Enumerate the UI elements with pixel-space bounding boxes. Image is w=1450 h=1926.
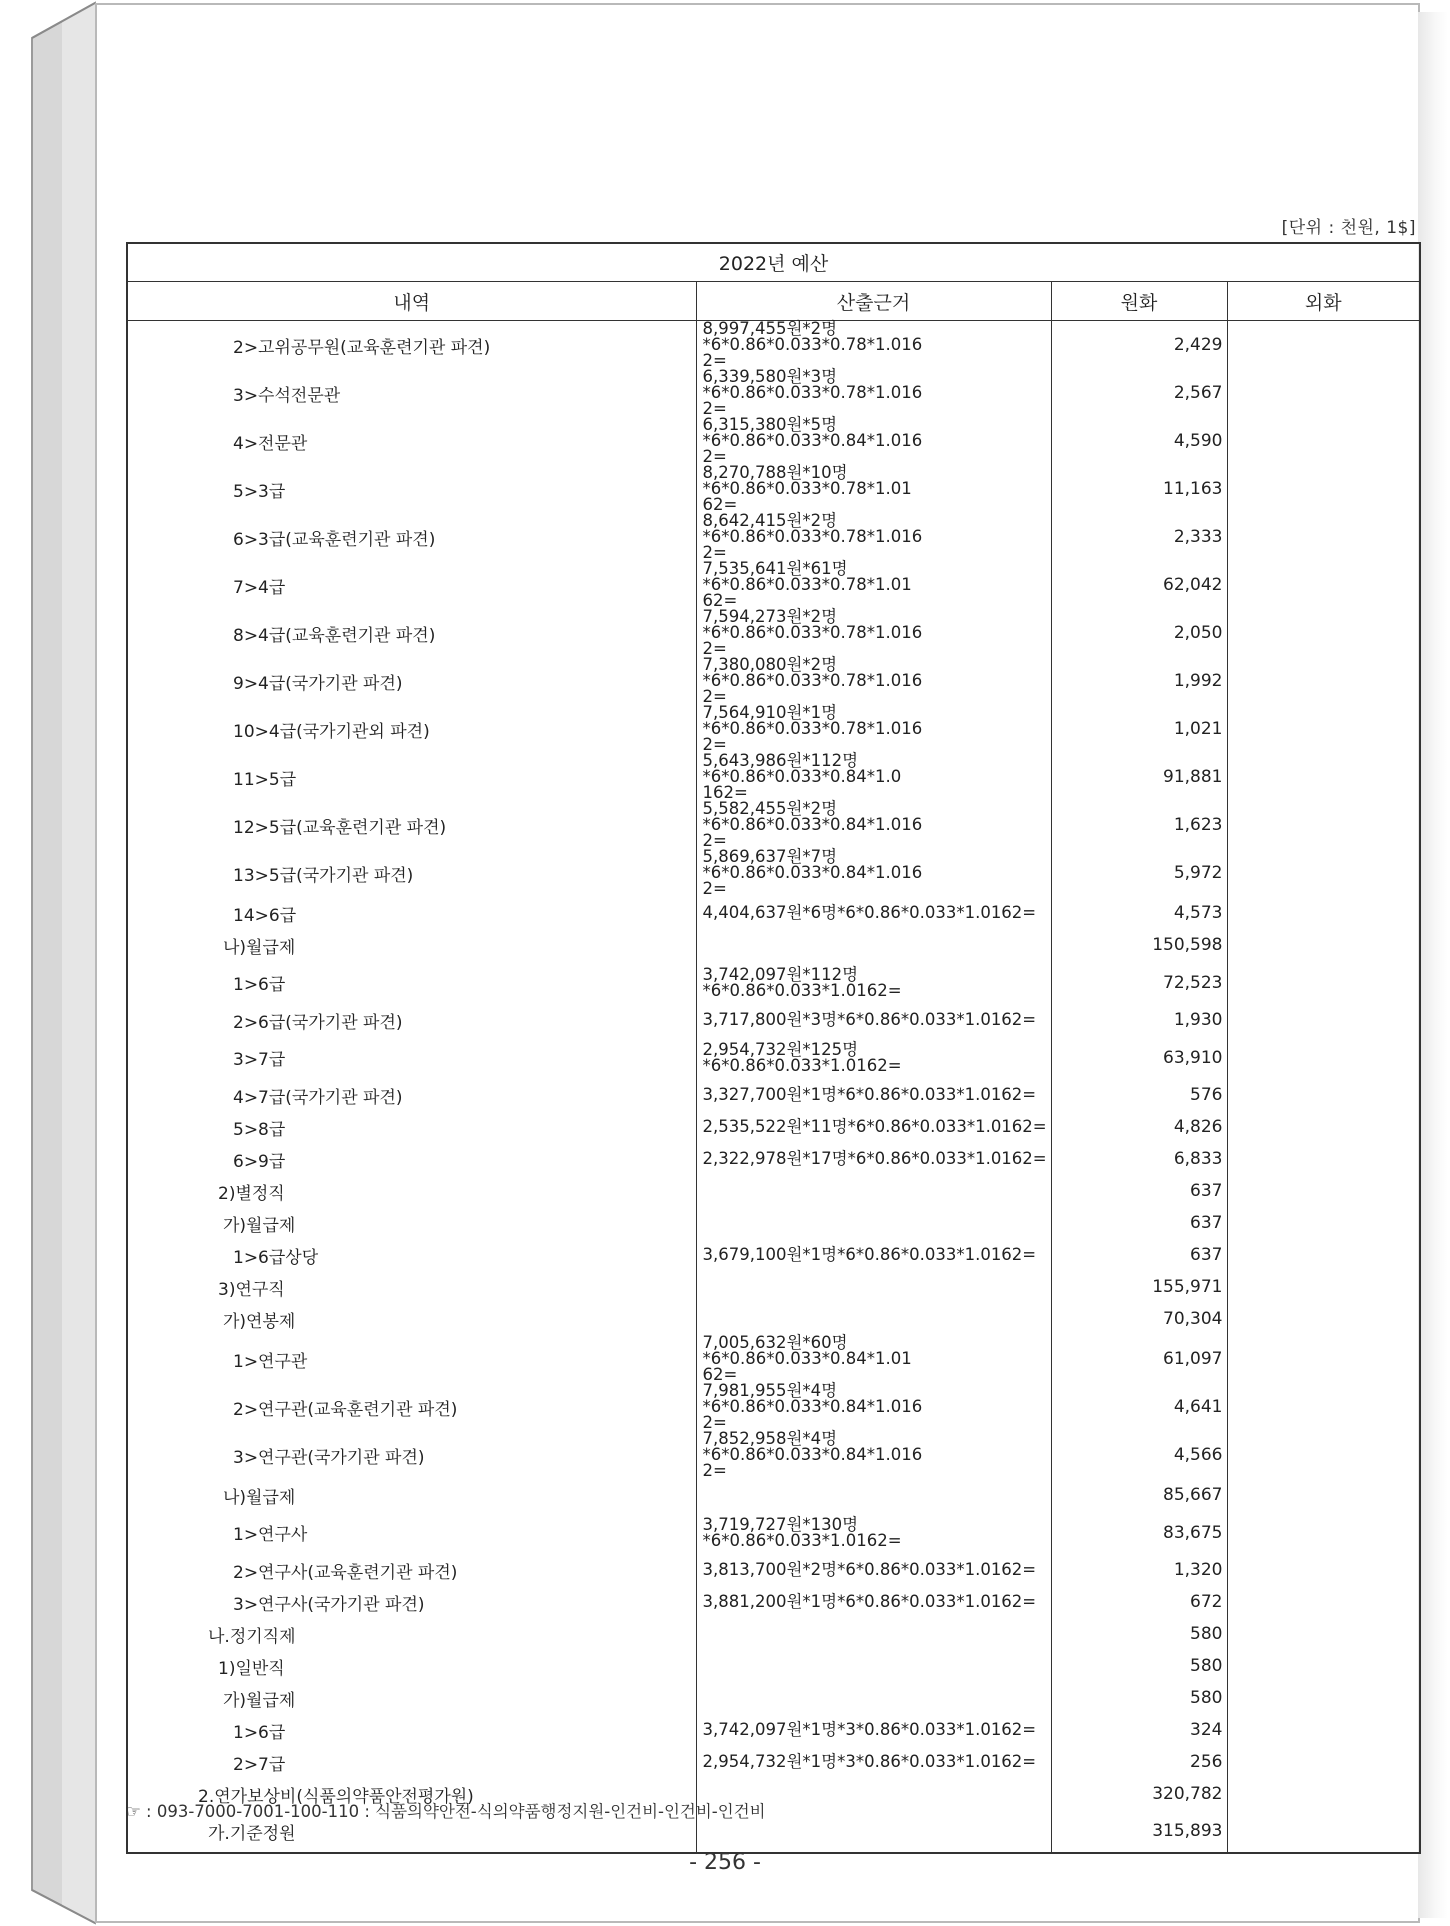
row-fx xyxy=(1227,1682,1420,1714)
row-fx xyxy=(1227,929,1420,961)
row-item: 11>5급 xyxy=(127,753,696,801)
row-fx xyxy=(1227,1383,1420,1431)
row-fx xyxy=(1227,1303,1420,1335)
row-item: 9>4급(국가기관 파견) xyxy=(127,657,696,705)
table-row xyxy=(127,1586,1420,1618)
row-fx xyxy=(1227,321,1420,370)
row-basis: 8,997,455원*2명*6*0.86*0.033*0.78*1.016 2= xyxy=(696,321,1051,370)
row-item: 1>연구관 xyxy=(127,1335,696,1383)
row-krw: 83,675 xyxy=(1051,1511,1227,1554)
table-row xyxy=(127,1143,1420,1175)
row-basis xyxy=(696,1175,1051,1207)
row-fx xyxy=(1227,1479,1420,1511)
row-basis xyxy=(696,1618,1051,1650)
row-fx xyxy=(1227,609,1420,657)
row-krw: 61,097 xyxy=(1051,1335,1227,1383)
row-fx xyxy=(1227,561,1420,609)
row-fx xyxy=(1227,513,1420,561)
row-item: 2>7급 xyxy=(127,1746,696,1778)
row-krw: 2,567 xyxy=(1051,369,1227,417)
row-krw: 637 xyxy=(1051,1239,1227,1271)
row-item: 4>7급(국가기관 파견) xyxy=(127,1079,696,1111)
row-krw: 315,893 xyxy=(1051,1810,1227,1853)
row-fx xyxy=(1227,1207,1420,1239)
row-item: 2.연가보상비(식품의약품안전평가원) xyxy=(127,1778,696,1810)
table-row xyxy=(127,1511,1420,1554)
row-fx xyxy=(1227,1143,1420,1175)
table-row xyxy=(127,1431,1420,1479)
row-item: 3>연구사(국가기관 파견) xyxy=(127,1586,696,1618)
row-fx xyxy=(1227,1810,1420,1853)
column-header-item: 내역 xyxy=(127,282,696,321)
table-row xyxy=(127,417,1420,465)
row-krw: 4,566 xyxy=(1051,1431,1227,1479)
row-krw: 5,972 xyxy=(1051,849,1227,897)
row-item: 3>수석전문관 xyxy=(127,369,696,417)
row-fx xyxy=(1227,1714,1420,1746)
row-basis: 3,717,800원*3명*6*0.86*0.033*1.0162= xyxy=(696,1004,1051,1036)
row-fx xyxy=(1227,753,1420,801)
unit-label: [단위 : 천원, 1$] xyxy=(1281,218,1416,238)
row-fx xyxy=(1227,1586,1420,1618)
row-fx xyxy=(1227,849,1420,897)
row-fx xyxy=(1227,1335,1420,1383)
row-krw: 155,971 xyxy=(1051,1271,1227,1303)
row-fx xyxy=(1227,1079,1420,1111)
row-basis: 7,564,910원*1명*6*0.86*0.033*0.78*1.016 2= xyxy=(696,705,1051,753)
row-fx xyxy=(1227,1650,1420,1682)
row-fx xyxy=(1227,897,1420,929)
row-krw: 2,050 xyxy=(1051,609,1227,657)
page-number: - 256 - xyxy=(689,1850,761,1875)
table-row xyxy=(127,1079,1420,1111)
footnote: ☞ : 093-7000-7001-100-110 : 식품의약안전-식의약품행정지원-인건비-인건비-인건비 xyxy=(126,1802,766,1821)
row-krw: 256 xyxy=(1051,1746,1227,1778)
row-item: 8>4급(교육훈련기관 파견) xyxy=(127,609,696,657)
row-item: 1>6급상당 xyxy=(127,1239,696,1271)
row-basis: 2,954,732원*1명*3*0.86*0.033*1.0162= xyxy=(696,1746,1051,1778)
row-krw: 6,833 xyxy=(1051,1143,1227,1175)
table-row xyxy=(127,1036,1420,1079)
row-basis: 3,719,727원*130명*6*0.86*0.033*1.0162= xyxy=(696,1511,1051,1554)
row-item: 3)연구직 xyxy=(127,1271,696,1303)
row-krw: 4,590 xyxy=(1051,417,1227,465)
row-basis: 6,339,580원*3명*6*0.86*0.033*0.78*1.016 2= xyxy=(696,369,1051,417)
table-row xyxy=(127,929,1420,961)
row-fx xyxy=(1227,1511,1420,1554)
row-basis xyxy=(696,1271,1051,1303)
row-basis: 2,322,978원*17명*6*0.86*0.033*1.0162= xyxy=(696,1143,1051,1175)
table-row xyxy=(127,561,1420,609)
row-item: 3>연구관(국가기관 파견) xyxy=(127,1431,696,1479)
row-fx xyxy=(1227,465,1420,513)
row-basis: 3,813,700원*2명*6*0.86*0.033*1.0162= xyxy=(696,1554,1051,1586)
row-item: 가.기준정원 xyxy=(127,1810,696,1853)
table-row xyxy=(127,801,1420,849)
table-row xyxy=(127,369,1420,417)
row-basis: 3,742,097원*1명*3*0.86*0.033*1.0162= xyxy=(696,1714,1051,1746)
table-row xyxy=(127,1335,1420,1383)
row-fx xyxy=(1227,1778,1420,1810)
table-row xyxy=(127,1618,1420,1650)
row-item: 6>3급(교육훈련기관 파견) xyxy=(127,513,696,561)
row-item: 2>연구사(교육훈련기관 파견) xyxy=(127,1554,696,1586)
row-basis: 6,315,380원*5명*6*0.86*0.033*0.84*1.016 2= xyxy=(696,417,1051,465)
row-basis: 7,594,273원*2명*6*0.86*0.033*0.78*1.016 2= xyxy=(696,609,1051,657)
column-header-basis: 산출근거 xyxy=(696,282,1051,321)
row-item: 10>4급(국가기관외 파견) xyxy=(127,705,696,753)
row-basis xyxy=(696,1682,1051,1714)
row-krw: 62,042 xyxy=(1051,561,1227,609)
row-fx xyxy=(1227,1111,1420,1143)
row-fx xyxy=(1227,1271,1420,1303)
row-item: 1>6급 xyxy=(127,961,696,1004)
row-item: 3>7급 xyxy=(127,1036,696,1079)
row-item: 4>전문관 xyxy=(127,417,696,465)
page-shadow xyxy=(1418,12,1448,1918)
row-item: 1>6급 xyxy=(127,1714,696,1746)
row-krw: 1,021 xyxy=(1051,705,1227,753)
row-krw: 4,826 xyxy=(1051,1111,1227,1143)
table-row xyxy=(127,961,1420,1004)
row-krw: 91,881 xyxy=(1051,753,1227,801)
row-basis: 8,642,415원*2명*6*0.86*0.033*0.78*1.016 2= xyxy=(696,513,1051,561)
row-fx xyxy=(1227,961,1420,1004)
year-header: 2022년 예산 xyxy=(127,243,1420,282)
table-row xyxy=(127,609,1420,657)
row-basis xyxy=(696,1303,1051,1335)
row-krw: 324 xyxy=(1051,1714,1227,1746)
row-krw: 576 xyxy=(1051,1079,1227,1111)
row-basis xyxy=(696,1207,1051,1239)
row-basis: 7,380,080원*2명*6*0.86*0.033*0.78*1.016 2= xyxy=(696,657,1051,705)
table-row xyxy=(127,849,1420,897)
row-basis: 2,535,522원*11명*6*0.86*0.033*1.0162= xyxy=(696,1111,1051,1143)
table-row xyxy=(127,1303,1420,1335)
table-row xyxy=(127,1111,1420,1143)
table-row xyxy=(127,753,1420,801)
table-row xyxy=(127,1207,1420,1239)
row-basis: 7,852,958원*4명*6*0.86*0.033*0.84*1.016 2= xyxy=(696,1431,1051,1479)
row-fx xyxy=(1227,1004,1420,1036)
row-basis: 5,643,986원*112명*6*0.86*0.033*0.84*1.0 162= xyxy=(696,753,1051,801)
row-item: 가)월급제 xyxy=(127,1682,696,1714)
row-krw: 72,523 xyxy=(1051,961,1227,1004)
row-fx xyxy=(1227,1431,1420,1479)
row-basis: 7,981,955원*4명*6*0.86*0.033*0.84*1.016 2= xyxy=(696,1383,1051,1431)
row-basis: 3,881,200원*1명*6*0.86*0.033*1.0162= xyxy=(696,1586,1051,1618)
row-basis: 2,954,732원*125명*6*0.86*0.033*1.0162= xyxy=(696,1036,1051,1079)
row-item: 가)월급제 xyxy=(127,1207,696,1239)
table-row xyxy=(127,1239,1420,1271)
row-krw: 70,304 xyxy=(1051,1303,1227,1335)
row-fx xyxy=(1227,1036,1420,1079)
row-item: 2)별정직 xyxy=(127,1175,696,1207)
row-krw: 4,573 xyxy=(1051,897,1227,929)
table-row xyxy=(127,1714,1420,1746)
row-basis: 3,742,097원*112명*6*0.86*0.033*1.0162= xyxy=(696,961,1051,1004)
table-row xyxy=(127,1650,1420,1682)
row-fx xyxy=(1227,657,1420,705)
column-header-krw: 원화 xyxy=(1051,282,1227,321)
row-krw: 580 xyxy=(1051,1650,1227,1682)
row-item: 가)연봉제 xyxy=(127,1303,696,1335)
row-krw: 63,910 xyxy=(1051,1036,1227,1079)
table-row xyxy=(127,321,1420,370)
table-row xyxy=(127,465,1420,513)
row-item: 7>4급 xyxy=(127,561,696,609)
row-krw: 320,782 xyxy=(1051,1778,1227,1810)
row-fx xyxy=(1227,1618,1420,1650)
row-basis xyxy=(696,929,1051,961)
row-fx xyxy=(1227,417,1420,465)
row-basis: 3,327,700원*1명*6*0.86*0.033*1.0162= xyxy=(696,1079,1051,1111)
row-item: 14>6급 xyxy=(127,897,696,929)
row-krw: 1,623 xyxy=(1051,801,1227,849)
table-row xyxy=(127,1746,1420,1778)
row-item: 5>8급 xyxy=(127,1111,696,1143)
row-krw: 580 xyxy=(1051,1682,1227,1714)
row-basis: 7,535,641원*61명*6*0.86*0.033*0.78*1.01 62= xyxy=(696,561,1051,609)
row-item: 1)일반직 xyxy=(127,1650,696,1682)
row-item: 나)월급제 xyxy=(127,1479,696,1511)
row-basis: 8,270,788원*10명*6*0.86*0.033*0.78*1.01 62= xyxy=(696,465,1051,513)
row-fx xyxy=(1227,1239,1420,1271)
row-basis xyxy=(696,1479,1051,1511)
row-krw: 580 xyxy=(1051,1618,1227,1650)
row-krw: 2,429 xyxy=(1051,321,1227,370)
table-row xyxy=(127,1554,1420,1586)
row-item: 2>연구관(교육훈련기관 파견) xyxy=(127,1383,696,1431)
row-krw: 1,320 xyxy=(1051,1554,1227,1586)
row-item: 2>6급(국가기관 파견) xyxy=(127,1004,696,1036)
row-fx xyxy=(1227,369,1420,417)
table-row xyxy=(127,705,1420,753)
row-krw: 672 xyxy=(1051,1586,1227,1618)
row-basis: 3,679,100원*1명*6*0.86*0.033*1.0162= xyxy=(696,1239,1051,1271)
row-item: 나)월급제 xyxy=(127,929,696,961)
row-fx xyxy=(1227,1554,1420,1586)
row-basis: 5,869,637원*7명*6*0.86*0.033*0.84*1.016 2= xyxy=(696,849,1051,897)
row-fx xyxy=(1227,1746,1420,1778)
column-header-fx: 외화 xyxy=(1227,282,1420,321)
table-row xyxy=(127,1383,1420,1431)
row-item: 12>5급(교육훈련기관 파견) xyxy=(127,801,696,849)
table-row xyxy=(127,657,1420,705)
row-fx xyxy=(1227,705,1420,753)
row-fx xyxy=(1227,801,1420,849)
row-basis xyxy=(696,1650,1051,1682)
row-item: 5>3급 xyxy=(127,465,696,513)
row-item: 6>9급 xyxy=(127,1143,696,1175)
row-item: 나.정기직제 xyxy=(127,1618,696,1650)
budget-table xyxy=(126,242,1421,1854)
row-krw: 150,598 xyxy=(1051,929,1227,961)
row-item: 2>고위공무원(교육훈련기관 파견) xyxy=(127,321,696,370)
row-fx xyxy=(1227,1175,1420,1207)
table-row xyxy=(127,1479,1420,1511)
row-krw: 1,930 xyxy=(1051,1004,1227,1036)
row-krw: 637 xyxy=(1051,1175,1227,1207)
row-krw: 1,992 xyxy=(1051,657,1227,705)
row-krw: 4,641 xyxy=(1051,1383,1227,1431)
table-row xyxy=(127,1004,1420,1036)
row-basis: 5,582,455원*2명*6*0.86*0.033*0.84*1.016 2= xyxy=(696,801,1051,849)
table-row xyxy=(127,1175,1420,1207)
table-row xyxy=(127,1271,1420,1303)
row-krw: 11,163 xyxy=(1051,465,1227,513)
table-row xyxy=(127,897,1420,929)
row-krw: 2,333 xyxy=(1051,513,1227,561)
row-basis: 7,005,632원*60명*6*0.86*0.033*0.84*1.01 62= xyxy=(696,1335,1051,1383)
row-basis: 4,404,637원*6명*6*0.86*0.033*1.0162= xyxy=(696,897,1051,929)
row-item: 13>5급(국가기관 파견) xyxy=(127,849,696,897)
table-row xyxy=(127,1682,1420,1714)
table-row xyxy=(127,513,1420,561)
row-item: 1>연구사 xyxy=(127,1511,696,1554)
row-krw: 637 xyxy=(1051,1207,1227,1239)
row-krw: 85,667 xyxy=(1051,1479,1227,1511)
